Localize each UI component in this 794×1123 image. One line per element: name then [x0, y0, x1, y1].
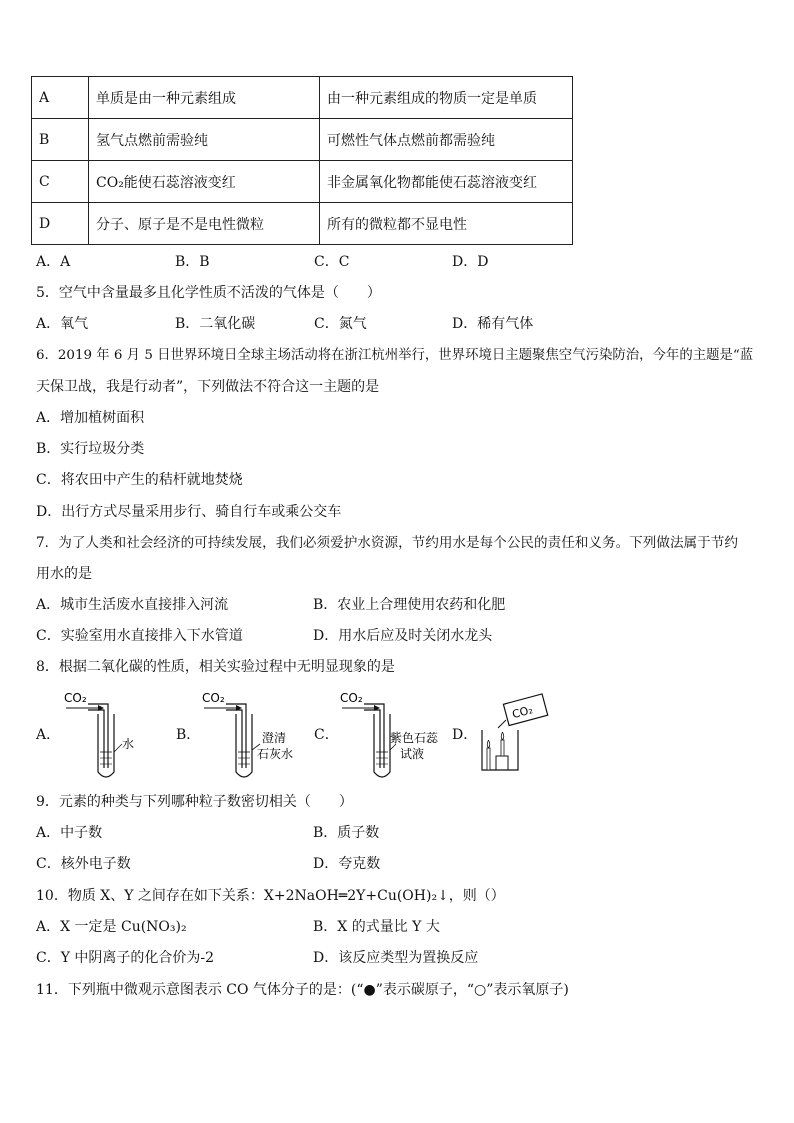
liquid-label: 试液 [400, 747, 425, 761]
option[interactable]: D．出行方式尽量采用步行、骑自行车或乘公交车 [36, 504, 342, 520]
row-right: 可燃性气体点燃前都需验纯 [320, 119, 573, 161]
q6-stem-line1: 6．2019 年 6 月 5 日世界环境日全球主场活动将在浙江杭州举行，世界环境日主题聚焦空气污染防治，今年的主题是“蓝 [36, 348, 754, 363]
option[interactable]: C．将农田中产生的秸杆就地焚烧 [36, 472, 243, 488]
option[interactable]: D．稀有气体 [452, 316, 534, 332]
figure-c-test-tube [338, 688, 448, 783]
option[interactable]: D．夸克数 [313, 856, 381, 872]
option[interactable]: C．Y 中阴离子的化合价为-2 [36, 950, 215, 966]
option[interactable]: D．该反应类型为置换反应 [313, 950, 479, 966]
option[interactable]: A．X 一定是 Cu(NO₃)₂ [36, 919, 187, 935]
row-left: 分子、原子是不是电性微粒 [89, 203, 320, 245]
row-letter: D [32, 203, 89, 245]
figure-b-test-tube [200, 688, 310, 783]
option[interactable]: A．氧气 [36, 316, 89, 332]
option[interactable]: C．氮气 [314, 316, 367, 332]
option[interactable]: B．质子数 [313, 825, 380, 841]
table-row [32, 77, 573, 119]
row-left: 单质是由一种元素组成 [89, 77, 320, 119]
liquid-label: 澄清 [262, 731, 287, 745]
options-table [31, 76, 573, 245]
liquid-label: 紫色石蕊 [390, 731, 439, 745]
co2-label: CO₂ [510, 703, 535, 722]
option[interactable]: C．实验室用水直接排入下水管道 [36, 628, 243, 644]
option[interactable]: C．核外电子数 [36, 856, 131, 872]
co2-label: CO₂ [202, 691, 225, 705]
option[interactable]: B．农业上合理使用农药和化肥 [313, 597, 506, 613]
row-left: CO₂能使石蕊溶液变红 [89, 161, 320, 203]
row-left: 氢气点燃前需验纯 [89, 119, 320, 161]
option[interactable]: A． [36, 727, 61, 743]
q11-stem: 11．下列瓶中微观示意图表示 CO 气体分子的是：(“●”表示碳原子，“○”表示氧原子) [36, 982, 569, 998]
co2-label: CO₂ [64, 691, 87, 705]
option[interactable]: B．B [175, 254, 210, 270]
liquid-label: 水 [122, 737, 135, 751]
option[interactable]: D．D [452, 254, 489, 270]
table-row [32, 203, 573, 245]
option[interactable]: A．城市生活废水直接排入河流 [36, 597, 229, 613]
q5-stem: 5．空气中含量最多且化学性质不活泼的气体是（ ） [36, 285, 381, 301]
row-letter: A [32, 77, 89, 119]
option[interactable]: C．C [314, 254, 350, 270]
option[interactable]: A．增加植树面积 [36, 410, 145, 426]
row-letter: C [32, 161, 89, 203]
q8-figures [36, 688, 556, 788]
row-right: 所有的微粒都不显电性 [320, 203, 573, 245]
figure-a-test-tube [62, 688, 172, 783]
option[interactable]: C． [314, 727, 339, 743]
co2-label: CO₂ [340, 691, 363, 705]
option[interactable]: A．A [36, 254, 71, 270]
option[interactable]: B．二氧化碳 [175, 316, 256, 332]
row-right: 由一种元素组成的物质一定是单质 [320, 77, 573, 119]
row-letter: B [32, 119, 89, 161]
figure-d-candles [476, 690, 556, 778]
q10-stem: 10．物质 X、Y 之间存在如下关系：X+2NaOH═2Y+Cu(OH)₂↓，则（） [36, 888, 505, 904]
q7-stem-line2: 用水的是 [36, 566, 92, 582]
row-right: 非金属氧化物都能使石蕊溶液变红 [320, 161, 573, 203]
q6-stem-line2: 天保卫战，我是行动者”，下列做法不符合这一主题的是 [36, 379, 380, 395]
option[interactable]: D． [452, 727, 478, 743]
q7-stem-line1: 7．为了人类和社会经济的可持续发展，我们必须爱护水资源，节约用水是每个公民的责任和义务。下列做法属于节约 [36, 535, 738, 551]
option[interactable]: B． [176, 727, 201, 743]
option[interactable]: B．X 的式量比 Y 大 [313, 919, 440, 935]
option[interactable]: D．用水后应及时关闭水龙头 [313, 628, 493, 644]
table-row [32, 161, 573, 203]
option[interactable]: B．实行垃圾分类 [36, 441, 145, 457]
q9-stem: 9．元素的种类与下列哪种粒子数密切相关（ ） [36, 794, 353, 810]
liquid-label: 石灰水 [257, 747, 294, 761]
option[interactable]: A．中子数 [36, 825, 103, 841]
q8-stem: 8．根据二氧化碳的性质，相关实验过程中无明显现象的是 [36, 659, 395, 675]
table-row [32, 119, 573, 161]
